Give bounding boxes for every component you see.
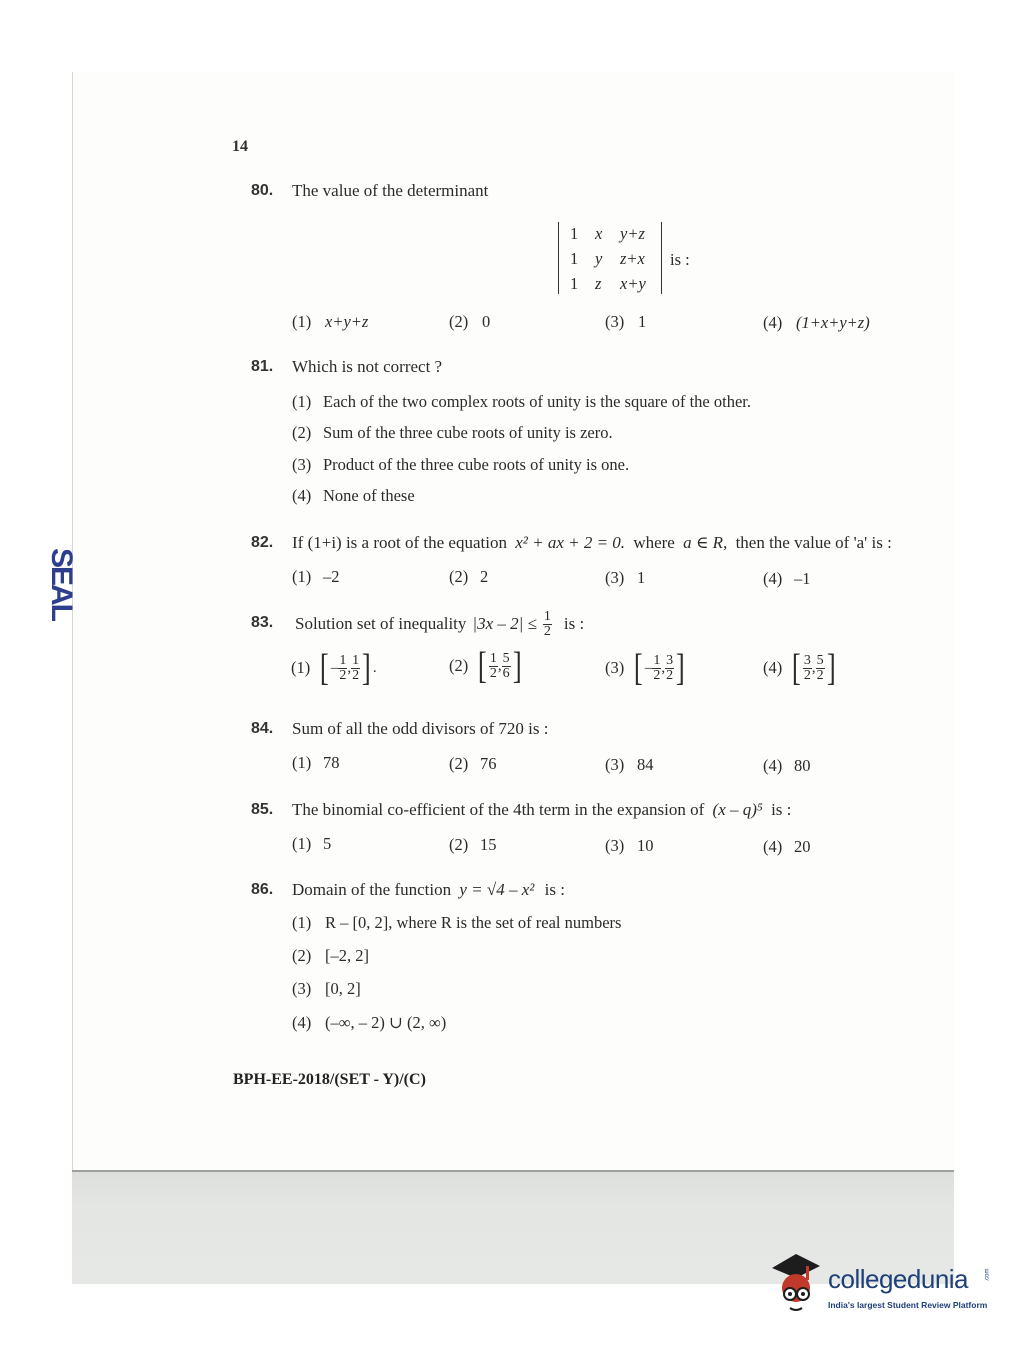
interval: [ – $\frac{1}{2}$ , $\frac{3}{2}$ ]	[634, 647, 685, 689]
option-text: (1+x+y+z)	[796, 313, 870, 332]
option-text: 5	[323, 834, 332, 853]
question-number: 85.	[251, 801, 274, 818]
det-cell: 1	[570, 274, 579, 293]
q82-text-c: a ∈ R,	[683, 533, 728, 552]
option-text: [0, 2]	[325, 979, 361, 998]
q85-suffix: is :	[771, 800, 792, 819]
question-number: 84.	[251, 720, 274, 737]
option-label: (3)	[605, 658, 625, 677]
option-text: [–2, 2]	[325, 946, 369, 965]
option-label: (3)	[605, 568, 625, 587]
interval: [ $\frac{3}{2}$ , $\frac{5}{2}$ ]	[792, 647, 836, 689]
option-label: (2)	[449, 567, 469, 586]
option-text: 10	[637, 836, 654, 855]
option-text: 15	[480, 835, 497, 854]
logo-tagline: India's largest Student Review Platform	[828, 1300, 988, 1310]
det-cell: 1	[570, 249, 579, 268]
q82-text-d: then the value of 'a' is :	[735, 533, 892, 552]
option-text: Each of the two complex roots of unity is the square of the other.	[323, 392, 751, 411]
option-3	[605, 646, 687, 690]
option-text: –2	[323, 567, 340, 586]
option-label: (4)	[763, 313, 783, 332]
question-number: 86.	[251, 881, 274, 898]
interval: [ – $\frac{1}{2}$ , $\frac{1}{2}$ ] .	[320, 647, 377, 689]
option-text: 76	[480, 754, 497, 773]
option-label: (2)	[449, 835, 469, 854]
paper-code: BPH-EE-2018/(SET - Y)/(C)	[233, 1071, 426, 1088]
option-label: (4)	[763, 756, 783, 775]
logo-suffix: .com	[984, 1268, 991, 1282]
side-seal-mark: SEAL	[45, 548, 78, 621]
option-label: (2)	[292, 423, 312, 442]
question-text: The value of the determinant	[292, 181, 489, 200]
option-label: (1)	[292, 753, 312, 772]
q86-text: Domain of the function	[292, 880, 452, 899]
q82-text-a: If (1+i) is a root of the equation	[292, 533, 507, 552]
option-text: 0	[482, 312, 491, 331]
option-text: x+y+z	[325, 312, 369, 331]
mascot-icon	[766, 1250, 826, 1320]
option-2	[449, 644, 523, 688]
question-text: Sum of all the odd divisors of 720 is :	[292, 719, 549, 738]
option-text: 2	[480, 567, 489, 586]
question-text	[292, 800, 791, 820]
det-cell: y	[595, 249, 603, 268]
q82-equation: x² + ax + 2 = 0.	[515, 533, 626, 552]
det-suffix: is :	[670, 250, 690, 269]
question-number: 81.	[251, 358, 274, 375]
option-label: (1)	[291, 658, 311, 677]
collegedunia-logo	[766, 1250, 996, 1320]
option-text: Sum of the three cube roots of unity is zero.	[323, 423, 613, 442]
q83-suffix: is :	[563, 614, 585, 633]
option-text: Product of the three cube roots of unity is one.	[323, 455, 630, 474]
option-text: 80	[794, 756, 811, 775]
interval: [ $\frac{1}{2}$ , $\frac{5}{6}$ ]	[478, 645, 522, 687]
q86-suffix: is :	[544, 880, 565, 899]
option-label: (3)	[605, 836, 625, 855]
option-label: (3)	[292, 979, 312, 998]
q83-inequality: |3x – 2| ≤	[472, 614, 537, 633]
option-label: (2)	[292, 946, 312, 965]
q82-text-b: where	[633, 533, 675, 552]
page-number: 14	[232, 138, 248, 155]
q86-expression: y = √4 – x²	[459, 880, 535, 899]
option-text: R – [0, 2], where R is the set of real numbers	[325, 913, 622, 932]
question-number: 83.	[251, 614, 274, 631]
option-4	[763, 646, 837, 690]
option-label: (4)	[292, 1013, 312, 1032]
det-cell: z	[595, 274, 602, 293]
det-cell: x	[595, 224, 603, 243]
option-text: 78	[323, 753, 340, 772]
determinant-right-bar	[661, 222, 662, 294]
option-text: 1	[637, 568, 646, 587]
option-label: (4)	[763, 658, 783, 677]
option-text: (–∞, – 2) ∪ (2, ∞)	[325, 1013, 447, 1032]
option-label: (3)	[292, 455, 312, 474]
question-text	[295, 604, 584, 644]
option-text: None of these	[323, 486, 415, 505]
q85-expression: (x – q)⁵	[712, 800, 763, 819]
question-text	[292, 880, 565, 900]
det-cell: 1	[570, 224, 579, 243]
option-label: (1)	[292, 392, 312, 411]
determinant-left-bar	[558, 222, 559, 294]
option-label: (1)	[292, 567, 312, 586]
option-label: (2)	[449, 312, 469, 331]
option-label: (1)	[292, 913, 312, 932]
det-cell: z+x	[620, 249, 645, 268]
option-1	[291, 646, 377, 690]
question-text: Which is not correct ?	[292, 357, 443, 376]
logo-wordmark: collegedunia	[828, 1264, 969, 1294]
option-label: (1)	[292, 834, 312, 853]
option-label: (4)	[763, 837, 783, 856]
option-text: 1	[638, 312, 647, 331]
question-number: 80.	[251, 182, 274, 199]
option-label: (3)	[605, 755, 625, 774]
det-cell: y+z	[620, 224, 645, 243]
option-label: (1)	[292, 312, 312, 331]
option-label: (2)	[449, 656, 469, 675]
q83-text: Solution set of inequality	[295, 614, 467, 633]
det-cell: x+y	[620, 274, 646, 293]
option-text: 84	[637, 755, 654, 774]
option-text: –1	[794, 569, 811, 588]
q83-fraction: $\frac{1}{2}$	[543, 608, 551, 639]
option-label: (4)	[292, 486, 312, 505]
question-text	[292, 533, 892, 553]
q85-text: The binomial co-efficient of the 4th term in the expansion of	[292, 800, 705, 819]
option-text: 20	[794, 837, 811, 856]
question-number: 82.	[251, 534, 274, 551]
option-label: (4)	[763, 569, 783, 588]
option-label: (3)	[605, 312, 625, 331]
option-label: (2)	[449, 754, 469, 773]
